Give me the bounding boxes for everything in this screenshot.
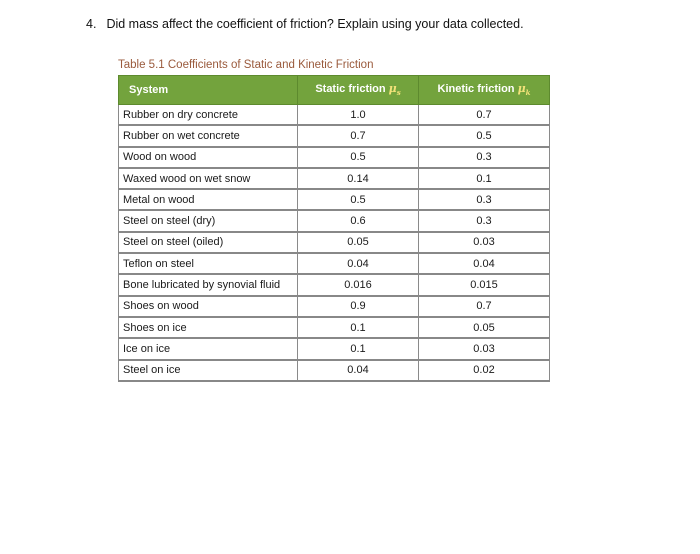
cell-kinetic: 0.02 xyxy=(419,360,550,381)
cell-static: 0.1 xyxy=(298,317,419,338)
header-static-label: Static friction xyxy=(315,83,386,96)
cell-static: 0.7 xyxy=(298,125,419,146)
cell-static: 0.6 xyxy=(298,210,419,231)
header-kinetic xyxy=(419,76,550,105)
cell-kinetic: 0.3 xyxy=(419,210,550,231)
table-row xyxy=(119,253,550,274)
table-caption: Table 5.1 Coefficients of Static and Kinetic Friction xyxy=(118,59,374,71)
cell-system: Rubber on dry concrete xyxy=(119,105,298,126)
table-row xyxy=(119,360,550,381)
table-row xyxy=(119,125,550,146)
table-row xyxy=(119,168,550,189)
table-row xyxy=(119,105,550,126)
table-row xyxy=(119,189,550,210)
table-row xyxy=(119,274,550,295)
cell-system: Wood on wood xyxy=(119,147,298,168)
table-row xyxy=(119,210,550,231)
cell-kinetic: 0.015 xyxy=(419,274,550,295)
cell-kinetic: 0.04 xyxy=(419,253,550,274)
cell-system: Steel on steel (oiled) xyxy=(119,232,298,253)
cell-static: 1.0 xyxy=(298,105,419,126)
header-static xyxy=(298,76,419,105)
cell-static: 0.016 xyxy=(298,274,419,295)
cell-kinetic: 0.1 xyxy=(419,168,550,189)
cell-static: 0.1 xyxy=(298,338,419,359)
table-header-row xyxy=(119,76,550,105)
cell-system: Shoes on ice xyxy=(119,317,298,338)
friction-table xyxy=(118,75,550,382)
cell-kinetic: 0.03 xyxy=(419,338,550,359)
mu-s-symbol: $\mu_s$ xyxy=(388,82,401,98)
cell-system: Steel on steel (dry) xyxy=(119,210,298,231)
cell-system: Ice on ice xyxy=(119,338,298,359)
cell-system: Waxed wood on wet snow xyxy=(119,168,298,189)
cell-kinetic: 0.7 xyxy=(419,296,550,317)
table-row xyxy=(119,317,550,338)
cell-static: 0.14 xyxy=(298,168,419,189)
cell-kinetic: 0.05 xyxy=(419,317,550,338)
cell-kinetic: 0.03 xyxy=(419,232,550,253)
cell-static: 0.5 xyxy=(298,189,419,210)
cell-kinetic: 0.5 xyxy=(419,125,550,146)
cell-system: Metal on wood xyxy=(119,189,298,210)
cell-static: 0.9 xyxy=(298,296,419,317)
table-row xyxy=(119,232,550,253)
cell-system: Steel on ice xyxy=(119,360,298,381)
header-kinetic-label: Kinetic friction xyxy=(437,83,515,96)
cell-kinetic: 0.3 xyxy=(419,189,550,210)
cell-static: 0.04 xyxy=(298,360,419,381)
cell-kinetic: 0.7 xyxy=(419,105,550,126)
cell-system: Rubber on wet concrete xyxy=(119,125,298,146)
cell-system: Teflon on steel xyxy=(119,253,298,274)
table-row xyxy=(119,338,550,359)
header-system: System xyxy=(119,76,298,105)
cell-kinetic: 0.3 xyxy=(419,147,550,168)
cell-system: Shoes on wood xyxy=(119,296,298,317)
question-number: 4. xyxy=(86,17,97,31)
cell-static: 0.05 xyxy=(298,232,419,253)
question-text: Did mass affect the coefficient of friction? Explain using your data collected. xyxy=(106,17,524,31)
mu-k-symbol: $\mu_k$ xyxy=(517,82,531,98)
question xyxy=(86,17,524,31)
cell-system: Bone lubricated by synovial fluid xyxy=(119,274,298,295)
table-row xyxy=(119,147,550,168)
cell-static: 0.5 xyxy=(298,147,419,168)
cell-static: 0.04 xyxy=(298,253,419,274)
table-row xyxy=(119,296,550,317)
